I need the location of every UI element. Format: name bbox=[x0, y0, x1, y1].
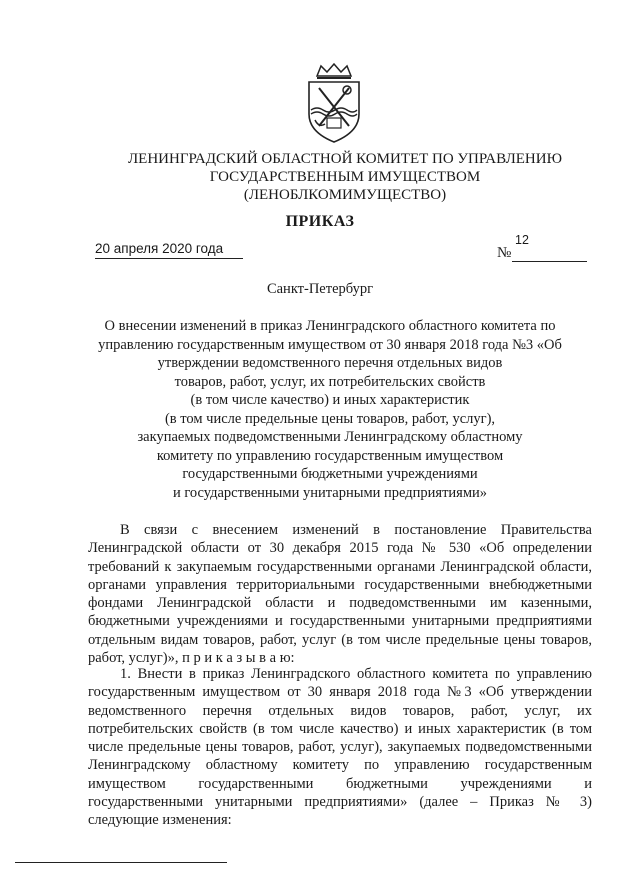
preamble-paragraph bbox=[88, 521, 592, 667]
subject-line: товаров, работ, услуг, их потребительских свойств bbox=[174, 373, 486, 390]
order-number-label: № bbox=[497, 245, 512, 261]
subject-line: и государственными унитарными предприятиями» bbox=[172, 484, 488, 501]
city: Санкт-Петербург bbox=[266, 281, 374, 297]
order-number: 12 bbox=[515, 233, 529, 247]
item-1-text: 1. Внести в приказ Ленинградского областного комитета по управлению государственным имуществом от 30 января 2018 года №3 «Об утверждении ведомственного перечня отдельных видов товаров, работ, услуг, их потребительских свойств (в том числе качество) и иных характеристик (в том числе предельные цены товаров, работ, услуг), закупаемых подведомственными Ленинградскому областному комитету по управлению государственным имуществом государственными бюджетными учреждениями и государственными унитарными предприятиями» (далее – Приказ № 3) следующие изменения: bbox=[88, 666, 592, 829]
item-1-paragraph bbox=[88, 665, 592, 830]
subject-line: закупаемых подведомственными Ленинградскому областному bbox=[137, 429, 523, 445]
subject-line: (в том числе качество) и иных характеристик bbox=[190, 392, 470, 408]
org-line-1: ЛЕНИНГРАДСКИЙ ОБЛАСТНОЙ КОМИТЕТ ПО УПРАВЛЕНИЮ bbox=[127, 151, 562, 167]
subject-line: государственными бюджетными учреждениями bbox=[182, 466, 478, 482]
subject-line: (в том числе предельные цены товаров, работ, услуг), bbox=[164, 410, 496, 427]
org-line-2: ГОСУДАРСТВЕННЫМ ИМУЩЕСТВОМ bbox=[209, 169, 481, 185]
org-line-3: (ЛЕНОБЛКОМИМУЩЕСТВО) bbox=[243, 187, 447, 203]
coat-of-arms-emblem bbox=[295, 62, 373, 144]
subject-line: комитету по управлению государственным имуществом bbox=[156, 447, 504, 464]
order-number-underline bbox=[512, 261, 587, 262]
order-subject bbox=[60, 317, 600, 502]
organization-name bbox=[80, 150, 610, 204]
preamble-text: В связи с внесением изменений в постановление Правительства Ленинградской области от 30 декабря 2015 года № 530 «Об определении требований к закупаемым государственными органами Ленинградской области, органами управления территориальными государственными внебюджетными фондами Ленинградской области и подведомственными им казенными, бюджетными учреждениями и государственными унитарными предприятиями отдельным видам товаров, работ, услуг (в том числе предельные цены товаров, работ, услуг)», п р и к а з ы в а ю: bbox=[88, 522, 592, 667]
subject-line: утверждении ведомственного перечня отдельных видов bbox=[157, 355, 503, 371]
subject-line: управлению государственным имуществом от 30 января 2018 года №3 «Об bbox=[98, 336, 562, 353]
order-date: 20 апреля 2020 года bbox=[95, 241, 243, 259]
subject-line: О внесении изменений в приказ Ленинградского областного комитета по bbox=[104, 318, 556, 334]
document-type-title: ПРИКАЗ bbox=[285, 213, 355, 230]
footnote-separator bbox=[15, 862, 227, 863]
